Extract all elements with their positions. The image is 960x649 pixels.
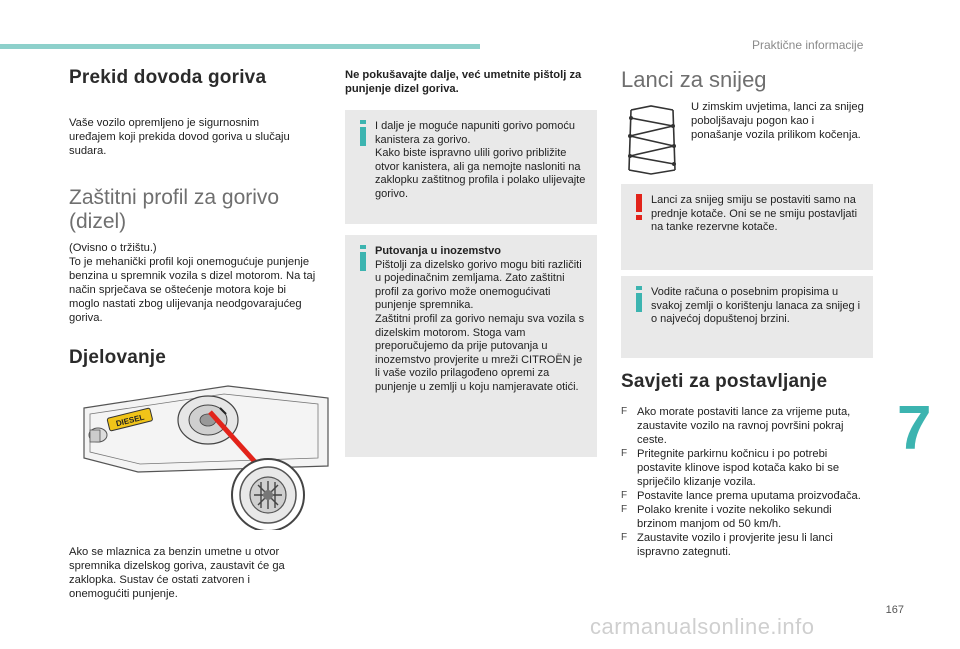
heading-snow-chains: Lanci za snijeg (621, 67, 767, 92)
profile-market-note: (Ovisno o tržištu.) (69, 242, 157, 254)
info-box-travel (345, 235, 597, 457)
info-travel-content (375, 245, 589, 395)
diesel-tag-label: DIESEL (115, 412, 146, 429)
chapter-number: 7 (897, 394, 932, 463)
header-accent-bar (0, 44, 480, 49)
info-regulations-text: Vodite računa o posebnim propisima u svakoj zemlji o korištenju lanaca za snijeg i o najvećoj dopuštenoj brzini. (651, 286, 861, 326)
info-travel-text: Pištolji za dizelsko gorivo mogu biti različiti u pojedinačnim zemljama. Zato zaštitni profil za gorivo može onemogućivati punjenje spremnika. Zaštitni profil za gorivo nemaju sva vozila s dizelskim motorom. Stoga vam preporučujemo da prije putovanja u inozemstvo provjerite u mreži CITROËN je li vaše vozilo prilagođeno opremi za punjenje u zemlji u koju namjeravate otići. (375, 258, 585, 393)
info-box-regulations (621, 276, 873, 358)
paragraph-snow-chains: U zimskim uvjetima, lanci za snijeg poboljšavaju pogon kao i ponašanje vozila prilikom kočenja. (691, 101, 864, 141)
info-icon (355, 245, 371, 271)
tips-list (621, 405, 871, 559)
info-icon (355, 120, 371, 146)
list-item (621, 531, 871, 559)
warning-diesel-nozzle: Ne pokušavajte dalje, već umetnite pištolj za punjenje dizel goriva. (345, 69, 582, 95)
warning-chains-text: Lanci za snijeg smiju se postaviti samo na prednje kotače. Oni se ne smiju postavljati na tanke rezervne kotače. (651, 194, 858, 234)
section-title: Praktične informacije (752, 38, 864, 52)
tip-text: Pritegnite parkirnu kočnicu i po potrebi postavite klinove ispod kotača kako bi se spriječilo klizanje vozila. (637, 448, 840, 488)
info-icon (631, 286, 647, 312)
bullet-marker: F (621, 448, 628, 459)
bullet-marker: F (621, 532, 628, 543)
page-number: 167 (885, 604, 904, 616)
paragraph-fuel-cutoff: Vaše vozilo opremljeno je sigurnosnim uređajem koji prekida dovod goriva u slučaju sudara. (69, 117, 290, 157)
bullet-marker: F (621, 406, 628, 417)
list-item (621, 503, 871, 531)
heading-installation-tips: Savjeti za postavljanje (621, 371, 828, 392)
tip-text: Zaustavite vozilo i provjerite jesu li lanci ispravno zategnuti. (637, 532, 833, 558)
tip-text: Polako krenite i vozite nekoliko sekundi brzinom manjom od 50 km/h. (637, 504, 832, 530)
paragraph-fuel-profile (69, 241, 319, 325)
paragraph-operation: Ako se mlaznica za benzin umetne u otvor spremnika dizelskog goriva, zaustavit će ga zaklopka. Sustav će ostati zatvoren i onemogućiti punjenje. (69, 546, 285, 600)
info-travel-title: Putovanja u inozemstvo (375, 245, 501, 257)
bullet-marker: F (621, 504, 628, 515)
heading-fuel-profile-line2: (dizel) (69, 210, 127, 233)
diesel-filler-illustration (78, 380, 336, 530)
tip-text: Ako morate postaviti lance za vrijeme puta, zaustavite vozilo na ravnoj površini pokraj ceste. (637, 406, 851, 446)
info-canister-text: I dalje je moguće napuniti gorivo pomoću kanistera za gorivo. Kako biste ispravno ulili gorivo približite otvor kanistera, ali ga nemojte nasloniti na zaklopku zaštitnog profila i polako ulijevajte gorivo. (375, 120, 586, 200)
watermark: carmanualsonline.info (590, 614, 815, 639)
info-box-canister (345, 110, 597, 224)
heading-operation: Djelovanje (69, 347, 167, 368)
list-item (621, 447, 871, 489)
heading-fuel-profile-line1: Zaštitni profil za gorivo (69, 186, 280, 209)
snow-chain-icon (621, 104, 683, 176)
bullet-marker: F (621, 490, 628, 501)
list-item (621, 489, 871, 503)
profile-description: To je mehanički profil koji onemogućuje punjenje benzina u spremnik vozila s dizel motorom. Na taj način sprječava se oštećenje motora koje bi moglo nastati zbog ulijevanja neodgovarajućeg goriva. (69, 256, 316, 324)
tip-text: Postavite lance prema uputama proizvođača. (637, 490, 861, 502)
heading-fuel-profile (69, 186, 329, 234)
warning-box-chains (621, 184, 873, 270)
heading-fuel-cutoff: Prekid dovoda goriva (69, 67, 267, 88)
list-item (621, 405, 871, 447)
warning-icon (631, 194, 647, 220)
